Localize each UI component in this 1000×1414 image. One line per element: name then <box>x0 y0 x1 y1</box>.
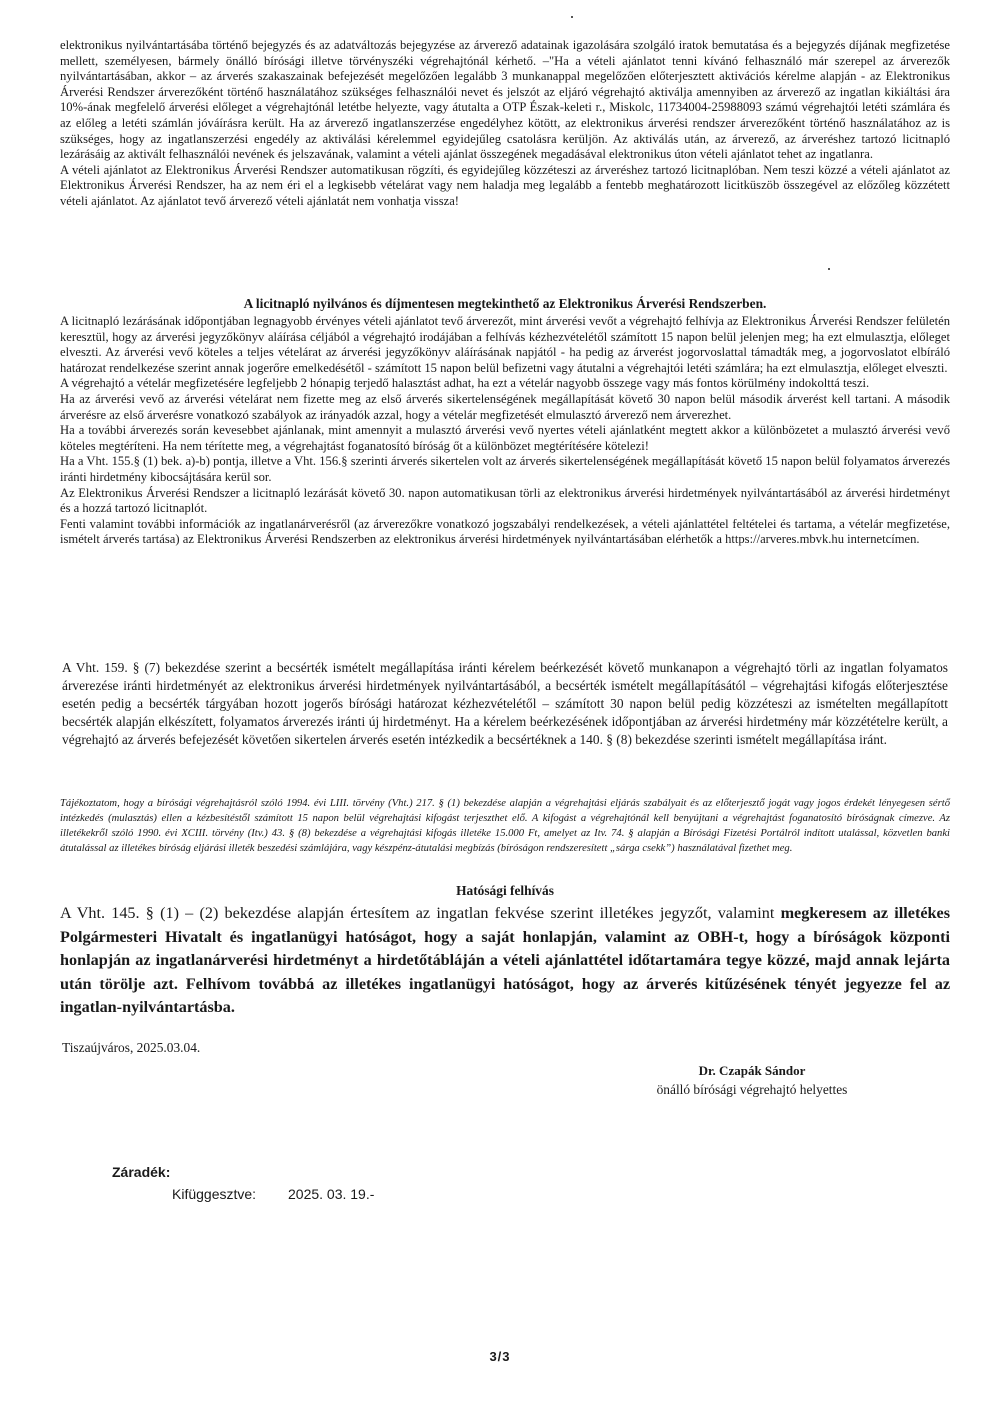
authority-text-normal: A Vht. 145. § (1) – (2) bekezdése alapján értesítem az ingatlan fekvése szerint illetékes jegyzőt, valamint <box>60 904 781 922</box>
paragraph: Az Elektronikus Árverési Rendszer a licitnapló lezárását követő 30. napon automatikusan törli az elektronikus árverési hirdetmények nyilvántartásából az árverési hirdetményt és a hozzá tartozó licitnaplót. <box>60 485 950 516</box>
legal-notice: Tájékoztatom, hogy a bírósági végrehajtásról szóló 1994. évi LIII. törvény (Vht.) 217. § (1) bekezdése alapján a végrehajtási eljárás szabályait és az előterjesztő jogát vagy jogos érdekét lényegesen sértő intézkedés (mulasztás) ellen a kézbesítéstől számított 15 napon belül végrehajtási kifogást terjeszthet elő. A kifogást a végrehajtónál kell benyújtani a végrehajtást foganatosító bíróságnak címezve. Az illetékekről szóló 1990. évi XCIII. törvény (Itv.) 43. § (8) bekezdése a végrehajtási kifogás illetéke 15.000 Ft, amelyet az Itv. 74. § alapján a Bírósági Fizetési Portálról indított utalással, közvetlen banki átutalással az illetékes bíróság eljárási illeték beszedési számlájára, vagy készpénz-átutalási megbízás (bíróságon rendszeresített „sárga csekk”) használatával fizethet meg. <box>60 798 950 854</box>
auction-log-heading: A licitnapló nyilvános és díjmentesen megtekinthető az Elektronikus Árverési Rendszerben. <box>243 296 767 311</box>
paragraph: A vételi ajánlatot az Elektronikus Árverési Rendszer automatikusan rögzíti, és egyidejűleg közzéteszi az árveréshez tartozó licitnaplóban. Nem teszi közzé a vételi ajánlatot az Elektronikus Árverési Rendszer, ha az nem éri el a legkisebb vételárat vagy nem haladja meg legalább a fentebb meghatározott licitküszöb összegével az előzőleg közzétett vételi ajánlatot. Az ajánlatot tevő árverező vételi ajánlatát nem vonhatja vissza! <box>60 162 950 208</box>
paragraph: Fenti valamint további információk az ingatlanárverésről (az árverezőkre vonatkozó jogszabályi rendelkezések, a vételi ajánlattétel feltételei és tartama, a vételár megfizetése, ismételt árverés tartása) az Elektronikus Árverési Rendszerben az elektronikus árverési hirdetmények nyilvántartásában elérhetők a https://arveres.mbvk.hu internetcímen. <box>60 516 950 547</box>
authority-text-bold: megkeresem az illetékes Polgármesteri Hivatalt és ingatlanügyi hatóságot, hogy a saját honlapján, valamint az OBH-t, hogy a bíróságok központi honlapján az ingatlanárverési hirdetményt a hirdetőtábláján a vételi ajánlattétel időtartamára tegye közzé, majd annak lejárta után törölje azt. Felhívom továbbá az illetékes ingatlanügyi hatóságot, hogy az árverés kitűzésének tényét jegyezze fel az ingatlan-nyilvántartásba. <box>60 904 951 1016</box>
paragraph: A licitnapló lezárásának időpontjában legnagyobb érvényes vételi ajánlatot tevő árverezőt, mint árverési vevőt a végrehajtó felhívja az Elektronikus Árverési Rendszer felületén keresztül, hogy az árverési jegyzőkönyv aláírása céljából a végrehajtó irodájában a felhívás kézhezvételétől számított 15 napon belül jelenjen meg; ha ezt elmulasztja, előleget elveszti. Az árverési vevő köteles a teljes vételárat az árverési jegyzőkönyv aláírásának napjától - ha pedig az árverést jogorvoslattal támadták meg, a jogorvoslatot elbíráló határozat rendelkezése szerint annak jogerőre emelkedésétől - számított 15 napon belül befizetni vagy átutalni a végrehajtói letéti számlára; ha ezt elmulasztja, előleget elveszti. <box>60 314 950 375</box>
paragraph: Ha az árverési vevő az árverési vételárat nem fizette meg az első árverés sikertelenségének megállapítását követő 30 napon belül második árverést kell tartani. A második árverésre az első árverésre vonatkozó szabályok az irányadók azzal, hogy a vételár megfizetését elmulasztó árverező nem árverezhet. <box>60 391 950 422</box>
paragraph: elektronikus nyilvántartásába történő bejegyzés és az adatváltozás bejegyzése az árverező adatainak igazolására szolgáló iratok bemutatása és a bejegyzés díjának megfizetése mellett, személyesen, bármely önálló bírósági illetve törvényszéki végrehajtónál kérhető. –"Ha a vételi ajánlatot tenni kívánó felhasználó már szerepel az árverezők nyilvántartásában, akkor – az árverés szakaszainak befejezését megelőzően legalább 3 munkanappal megelőzően előterjesztett aktivációs kérelme alapján - az Elektronikus Árverési Rendszer árverezőként történő használatához szükséges felhasználói nevet és jelszót az eljáró végrehajtó aktiválja amennyiben az árverező az ingatlan kikiáltási ára 10%-ának megfelelő árverési előleget a végrehajtónál letétbe helyezte, vagy átutalta a OTP Észak-keleti r., Miskolc, 11734004-25988093 számú végrehajtói letéti számlára és az előleg a letéti számlán jóváírásra került. Ha az árverező ingatlanszerzése engedélyhez kötött, az elektronikus árverési rendszer árverezőként történő használatához az is szükséges, hogy az ingatlanszerzési engedély az aktiválási kérelemmel egyidejűleg csatolásra kerüljön. Az aktiválás után, az árverező, az árveréshez tartozó licitnapló lezárásáig az aktivált felhasználói nevének és jelszavának, valamint a vételi ajánlat összegének megadásával elektronikus úton vételi ajánlatot tehet az ingatlanra. <box>60 38 950 162</box>
signer-name: Dr. Czapák Sándor <box>698 1063 806 1078</box>
posted-date: 2025. 03. 19.- <box>288 1186 375 1202</box>
posted-label: Kifüggesztve: <box>172 1186 257 1202</box>
paragraph: Ha a további árverezés során kevesebbet ajánlanak, mint amennyit a mulasztó árverési vevő nyertes vételi ajánlatként megtett akkor a különbözetet a mulasztó árverési vevő köteles megtéríteni. Ha nem térítette meg, a végrehajtást foganatosító bíróság őt a különbözet megtérítésére kötelezi! <box>60 423 950 453</box>
authority-heading: Hatósági felhívás <box>456 883 554 898</box>
place-date: Tiszaújváros, 2025.03.04. <box>62 1040 201 1055</box>
body-section-1 <box>60 38 950 210</box>
clause-label: Záradék: <box>112 1164 171 1180</box>
body-section-3 <box>62 659 948 749</box>
signer-title: önálló bírósági végrehajtó helyettes <box>656 1082 848 1097</box>
paragraph: Ha a Vht. 155.§ (1) bek. a)-b) pontja, illetve a Vht. 156.§ szerinti árverés sikertelen volt az árverés sikertelenségének megállapítását követő 15 napon belül folyamatos árverezés iránti hirdetmény kibocsájtására kerül sor. <box>60 454 950 484</box>
paragraph: A Vht. 159. § (7) bekezdése szerint a becsérték ismételt megállapítása iránti kérelem beérkezését követő munkanapon a végrehajtó törli az ingatlan folyamatos árverezése iránti hirdetményét az elektronikus árverési hirdetmények nyilvántartásából, a becsérték ismételt megállapításától – végrehajtási kifogás előterjesztése esetén pedig a becsérték tárgyában hozott jogerős bírósági határozat kézhezvételétől – számított 30 napon belül pedig közzéteszi az ismételten megállapított becsérték alapján elkészített, folyamatos árverezés iránti új hirdetményt. Ha a kérelem beérkezésének időpontjában az árverési hirdetmény már közzétételre került, a végrehajtó az árverés befejezését követően sikertelen árverés esetén intézkedik a becsértéknek a 140. § (8) bekezdése szerinti ismételt megállapítása iránt. <box>62 660 948 747</box>
scan-speck <box>828 268 830 270</box>
scan-speck <box>571 16 573 18</box>
paragraph: A végrehajtó a vételár megfizetésére legfeljebb 2 hónapig terjedő halasztást adhat, ha ezt a vételár nagyobb összege vagy más fontos körülmény indokolttá teszi. <box>60 376 870 391</box>
authority-notice <box>60 902 950 1020</box>
page-number: 3/3 <box>489 1349 511 1364</box>
body-section-2 <box>60 314 950 548</box>
